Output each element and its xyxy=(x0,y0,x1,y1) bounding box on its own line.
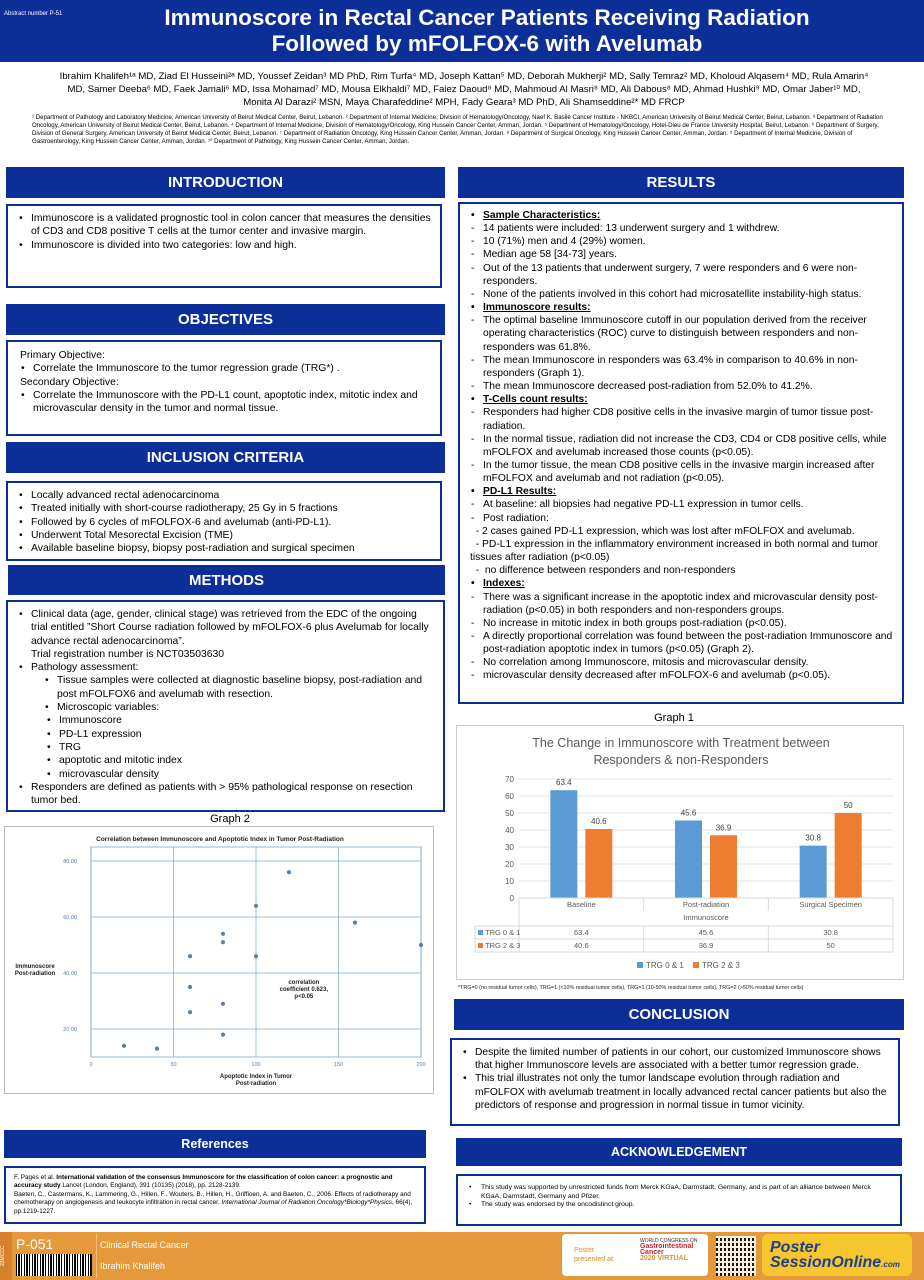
affiliations: ¹ Department of Pathology and Laboratory Medicine, American University of Beirut Medical Center, Beirut, Lebanon. ² Department of Internal Medicine, Division of Hematology/Oncology, Naef K. Basile Cancer Institute - NKBCI, American University of Beirut Medical Center, Beirut, Lebanon. ³ Department of Radiation Oncology, American University of Beirut Medical Center, Beirut, Lebanon. ⁴ Department of Internal Medicine, Division of Hematology/Oncology, King Hussein Cancer Center, Amman, Jordan. ⁵ Department of Hematology/Oncology, Hotel-Dieu de France University Hospital, Beirut, Lebanon. ⁶ Department of Surgery, Division of General Surgery, American University of Beirut Medical Center, Beirut, Lebanon. ⁷ Department of Radiation Oncology, King Hussein Cancer Center, Amman, Jordan. ⁸ Department of Surgical Oncology, King Hussein Cancer Center, Amman, Jordan. ⁹ Department of Internal Medicine, Division of Gastroenterology, King Hussein Cancer Center, Amman, Jordan. ¹⁰ Department of Pathology, King Hussein Cancer Center, Amman, Jordan. xyxy=(32,114,883,145)
scatter-point xyxy=(188,954,192,958)
ref1-title: International validation of the consensus Immunoscore for the classification of colon cancer: a prognostic and accuracy study xyxy=(14,1174,393,1190)
ref2-journal: International Journal of Radiation Oncology*Biology*Physics xyxy=(221,1199,392,1207)
bar-trg23 xyxy=(585,829,612,898)
methods-item-2: • Pathology assessment: xyxy=(18,661,435,674)
congress-line-1: WORLD CONGRESS ON xyxy=(640,1238,698,1244)
x-tick-label: 100 xyxy=(251,1062,261,1068)
sample-item-5: - None of the patients involved in this cohort had microsatellite instability-high status. xyxy=(470,288,894,301)
tcell-item-1: - Responders had higher CD8 positive cells in the invasive margin of tumor tissue post-radiation. xyxy=(470,406,894,432)
table-series-name: TRG 2 & 3 xyxy=(485,941,521,950)
index-item-1: - There was a significant increase in the apoptotic index and microvascular density post-radiation (p<0.05) in both responders and non-responders groups. xyxy=(470,591,894,617)
congress-line-3: Cancer xyxy=(640,1249,664,1256)
y-tick-label: 80.00 xyxy=(63,859,77,865)
scatter-point xyxy=(221,1033,225,1037)
y-tick-label: 50 xyxy=(505,809,514,818)
bar-trg23 xyxy=(835,813,862,898)
reference-1 xyxy=(14,1174,416,1191)
index-item-4: - No correlation among Immunoscore, mitosis and microvascular density. xyxy=(470,656,894,669)
legend-entry: TRG 0 & 1 xyxy=(646,961,684,970)
y-tick-label: 60 xyxy=(505,792,514,801)
bar-trg23 xyxy=(710,835,737,898)
bar-data-label: 30.8 xyxy=(805,833,821,843)
index-item-5: - microvascular density decreased after mFOLFOX-6 and avelumab (p<0.05). xyxy=(470,669,894,682)
poster-header xyxy=(0,0,924,62)
x-axis-label-line-2: Post-radiation xyxy=(235,1081,277,1087)
pdl1-sub-3: - no difference between responders and non-responders xyxy=(470,565,736,577)
intro-item-1: • Immunoscore is a validated prognostic tool in colon cancer that measures the densities of CD3 and CD8 positive T cells at the tumor center and invasive margin. xyxy=(18,212,432,239)
x-axis-label: Immunoscore xyxy=(683,913,729,922)
presented-at-text xyxy=(574,1246,615,1264)
acknowledgement-box xyxy=(456,1174,902,1226)
conclusion-item-1: • Despite the limited number of patients in our cohort, our customized Immunoscore shows that higher Immunoscore levels are associated with a better tumor regression grade. xyxy=(462,1046,890,1072)
objectives-box xyxy=(6,340,442,436)
brand-name: SessionOnline xyxy=(770,1254,882,1271)
y-tick-label: 10 xyxy=(505,877,514,886)
graph2-label: Graph 2 xyxy=(210,813,250,825)
tcell-heading: • T-Cells count results: xyxy=(470,393,894,406)
legend-swatch xyxy=(693,962,699,968)
y-tick-label: 70 xyxy=(505,775,514,784)
pdl1-sub-1: - 2 cases gained PD-L1 expression, which was lost after mFOLFOX and avelumab. xyxy=(470,525,855,537)
conclusion-item-2: • This trial illustrates not only the tumor landscape evolution through radiation and mFOLFOX with avelumab treatment in locally advanced rectal cancer patients but also the predictors of response and progression in normal tissue in tumor vicinity. xyxy=(462,1072,890,1112)
congress-line-2: Gastrointestinal xyxy=(640,1243,694,1250)
category-label: Surgical Specimen xyxy=(799,900,862,909)
immuno-item-1: - The optimal baseline Immunoscore cutoff in our population derived from the receiver operating characteristics (ROC) curve to distinguish between responders and non-responders was 61.8%. xyxy=(470,314,894,353)
inclusion-heading: INCLUSION CRITERIA xyxy=(6,442,445,473)
y-tick-label: 20 xyxy=(505,860,514,869)
footer-author: Ibrahim Khalifeh xyxy=(100,1261,166,1271)
y-axis-label-line-2: Post-radiation xyxy=(14,971,56,977)
brand-com: .com xyxy=(881,1260,900,1269)
methods-var-3: • TRG xyxy=(46,741,435,754)
abstract-number: Abstract number P-51 xyxy=(4,11,63,17)
poster-title xyxy=(60,5,914,57)
secondary-objective-label: Secondary Objective: xyxy=(20,376,119,388)
annotation-line-1: correlation xyxy=(288,980,320,987)
table-series-name: TRG 0 & 1 xyxy=(485,928,521,937)
methods-sub-2: • Microscopic variables: xyxy=(44,701,435,714)
secondary-objective: • Correlate the Immunoscore with the PD-L1 count, apoptotic index, mitotic index and microvascular density in the tumor and normal tissue. xyxy=(20,389,432,416)
scatter-point xyxy=(221,1002,225,1006)
immuno-item-2: - The mean Immunoscore in responders was 63.4% in comparison to 40.6% in non-responders (Graph 1). xyxy=(470,354,894,380)
y-tick-label: 20.00 xyxy=(63,1027,77,1033)
scatter-point xyxy=(353,921,357,925)
scatter-point xyxy=(155,1047,159,1051)
methods-var-1: • Immunoscore xyxy=(46,714,435,727)
table-legend-swatch xyxy=(478,943,483,948)
acknowledgement-heading: ACKNOWLEDGEMENT xyxy=(456,1138,902,1166)
footer-category: Clinical Rectal Cancer xyxy=(100,1240,189,1250)
y-tick-label: 0 xyxy=(509,894,514,903)
annotation-line-3: p<0.05 xyxy=(294,994,314,1001)
bar-data-label: 50 xyxy=(843,801,853,810)
ref1-source: Lancet (London, England), 391 (10135) (2018), pp. 2128-2139. xyxy=(60,1182,241,1190)
table-cell-value: 45.6 xyxy=(698,928,714,937)
table-legend-swatch xyxy=(478,930,483,935)
conclusion-heading: CONCLUSION xyxy=(454,999,904,1030)
title-line-1: Immunoscore in Rectal Cancer Patients Receiving Radiation xyxy=(164,5,810,30)
intro-item-2: • Immunoscore is divided into two categories: low and high. xyxy=(18,239,432,252)
results-heading: RESULTS xyxy=(458,167,904,198)
methods-item-1: • Clinical data (age, gender, clinical stage) was retrieved from the EDC of the ongoing trial entitled ”Short Course radiation followed by mFOLFOX-6 plus Avelumab for locally advance rectal adenocarcinoma”. xyxy=(18,608,435,648)
conclusion-box xyxy=(450,1038,900,1126)
indexes-heading: • Indexes: xyxy=(470,577,894,590)
authors-line-1: Ibrahim Khalifeh¹ᵃ MD, Ziad El Husseini²ᵃ MD, Youssef Zeidan³ MD PhD, Rim Turfa⁴ MD, Joseph Kattan⁵ MD, Deborah Mukherji² MD, Sally Temraz² MD, Kholoud Alqasem⁴ MD, Rula Amarin⁴ xyxy=(59,71,869,82)
scatter-chart xyxy=(5,827,435,1095)
scatter-point xyxy=(188,985,192,989)
introduction-box xyxy=(6,204,442,288)
x-axis-label-line-1: Apoptotic Index in Tumor xyxy=(219,1074,293,1080)
x-tick-label: 200 xyxy=(416,1062,426,1068)
footer-code: 22MCCC xyxy=(0,1232,12,1280)
y-tick-label: 30 xyxy=(505,843,514,852)
table-cell-value: 36.9 xyxy=(698,941,714,950)
trg-footnote: *TRG=0 (no residual tumor cells), TRG=1 (<10% residual tumor cells), TRG=1 (10-50% residual tumor cells), TRG=2 (>50% residual tumor cells) xyxy=(458,985,804,991)
methods-var-2: • PD-L1 expression xyxy=(46,728,435,741)
ref2-source: , 66(4), pp.1219-1227. xyxy=(14,1199,413,1215)
legend-swatch xyxy=(637,962,643,968)
scatter-title: Correlation between Immunoscore and Apoptotic Index in Tumor Post-Radiation xyxy=(96,836,344,843)
objectives-heading: OBJECTIVES xyxy=(6,304,445,335)
pdl1-item-1: - At baseline: all biopsies had negative PD-L1 expression in tumor cells. xyxy=(470,498,894,511)
bar-trg01 xyxy=(800,846,827,898)
bar-data-label: 63.4 xyxy=(556,778,572,788)
poster-number: P-051 xyxy=(16,1236,54,1252)
congress-line-4: 2020 VIRTUAL xyxy=(640,1255,688,1262)
congress-logo xyxy=(640,1238,698,1262)
title-line-2: Followed by mFOLFOX-6 with Avelumab xyxy=(271,31,703,56)
inclusion-item-2: • Treated initially with short-course radiotherapy, 25 Gy in 5 fractions xyxy=(18,502,432,515)
primary-objective-label: Primary Objective: xyxy=(20,350,105,361)
pdl1-heading: • PD-L1 Results: xyxy=(470,485,894,498)
bar-trg01 xyxy=(550,790,577,898)
sample-item-3: - Median age 58 [34-73] years. xyxy=(470,248,894,261)
x-tick-label: 0 xyxy=(89,1062,93,1068)
tcell-item-3: - In the tumor tissue, the mean CD8 positive cells in the invasive margin increased after mFOLFOX and avelumab and not radiation (p<0.05). xyxy=(470,459,894,485)
postersessiononline-logo-text xyxy=(770,1240,900,1272)
graph2-frame xyxy=(4,826,434,1094)
methods-sub-1: • Tissue samples were collected at diagnostic baseline biopsy, post-radiation and post mFOLFOX6 and avelumab with resection. xyxy=(44,674,435,701)
sample-heading: • Sample Characteristics: xyxy=(470,209,894,222)
table-cell-value: 50 xyxy=(826,941,835,950)
presented-line-1: Poster xyxy=(574,1247,595,1254)
pdl1-sub-2: - PD-L1 expression in the inflammatory environment increased in both normal and tumor tissues after radiation (p<0.05) xyxy=(470,538,881,564)
table-cell-value: 30.8 xyxy=(823,928,838,937)
chart-title-line-1: The Change in Immunoscore with Treatment between xyxy=(532,736,830,750)
annotation-line-2: coefficient 0.623, xyxy=(279,987,329,994)
methods-item-3: • Responders are defined as patients with > 95% pathological response on resection tumor bed. xyxy=(18,781,435,808)
barcode-icon xyxy=(16,1254,92,1276)
ack-item-2: • The study was endorsed by the oncodistinct group. xyxy=(468,1201,892,1210)
scatter-point xyxy=(221,940,225,944)
immunoscore-heading: • Immunoscore results: xyxy=(470,301,894,314)
introduction-heading: INTRODUCTION xyxy=(6,167,445,198)
bar-trg01 xyxy=(675,820,702,898)
methods-heading: METHODS xyxy=(8,565,445,595)
bar-data-label: 40.6 xyxy=(591,816,607,826)
sample-item-1: - 14 patients were included: 13 underwent surgery and 1 withdrew. xyxy=(470,222,894,235)
qr-code-icon[interactable] xyxy=(716,1236,756,1276)
authors-line-3: Monita Al Darazi² MSN, Maya Charafeddine² MPH, Fady Geara³ MD PhD, Ali Shamseddine²* MD FRCP xyxy=(243,97,685,108)
references-heading: References xyxy=(4,1130,426,1158)
y-axis-label-line-1: Immunoscore xyxy=(15,964,55,970)
authors xyxy=(20,70,908,109)
inclusion-box xyxy=(6,481,442,561)
bar-chart xyxy=(457,726,905,981)
table-cell-value: 63.4 xyxy=(574,928,589,937)
y-tick-label: 40 xyxy=(505,826,514,835)
ref2-authors: Baeten, C., Castermans, K., Lammering, G., Hillen, F., Wouters, B., Hillen, H., Griffioen, A. and Baeten, C., 2006. Effects of radiotherapy and chemotherapy on angiogenesis and leukocyte infiltration in rectal cancer. xyxy=(14,1190,411,1207)
methods-var-5: • microvascular density xyxy=(46,768,435,781)
inclusion-item-5: • Available baseline biopsy, biopsy post-radiation and surgical specimen xyxy=(18,542,432,555)
authors-line-2: MD, Samer Deeba⁶ MD, Faek Jamali⁶ MD, Issa Mohamad⁷ MD, Mousa Elkhaldi⁷ MD, Faiez Daoud⁸ MD, Mahmoud Al Masri⁸ MD, Ali Dabous⁸ MD, Ahmad Hushki⁹ MD, Omar Jaber¹⁰ MD, xyxy=(67,84,861,95)
x-tick-label: 50 xyxy=(170,1062,177,1068)
scatter-point xyxy=(254,904,258,908)
graph1-label: Graph 1 xyxy=(654,712,694,724)
references-box xyxy=(4,1166,426,1224)
presented-line-2: presented at: xyxy=(574,1256,615,1263)
methods-box xyxy=(6,600,445,812)
results-box xyxy=(458,202,904,704)
x-tick-label: 150 xyxy=(333,1062,344,1068)
y-tick-label: 40.00 xyxy=(63,971,77,977)
ref1-authors: F. Pages et al. xyxy=(14,1174,57,1181)
pdl1-item-2: - Post radiation: xyxy=(470,512,894,525)
category-label: Baseline xyxy=(566,900,596,909)
scatter-point xyxy=(419,943,423,947)
scatter-point xyxy=(254,954,258,958)
trial-registration: Trial registration number is NCT03503630 xyxy=(31,648,225,660)
table-cell-value: 40.6 xyxy=(574,941,589,950)
tcell-item-2: - In the normal tissue, radiation did not increase the CD3, CD4 or CD8 positive cells, while mFOLFOX and avelumab increased those counts (p<0.05). xyxy=(470,433,894,459)
scatter-point xyxy=(287,870,291,874)
immuno-item-3: - The mean Immunoscore decreased post-radiation from 52.0% to 41.2%. xyxy=(470,380,894,393)
inclusion-item-4: • Underwent Total Mesorectal Excision (TME) xyxy=(18,529,432,542)
sample-item-2: - 10 (71%) men and 4 (29%) women. xyxy=(470,235,894,248)
bar-data-label: 36.9 xyxy=(715,823,732,833)
category-label: Post-radiation xyxy=(682,900,730,909)
bar-data-label: 45.6 xyxy=(680,808,697,818)
ack-item-1: • This study was supported by unrestricted funds from Merck KGaA, Darmstadt, Germany, and is part of an alliance between Merck KGaA, Darmstadt, Germany and Pfizer. xyxy=(468,1184,892,1201)
brand-line-1: Poster xyxy=(770,1239,820,1256)
chart-title-line-2: Responders & non-Responders xyxy=(593,753,769,767)
inclusion-item-1: • Locally advanced rectal adenocarcinoma xyxy=(18,489,432,502)
methods-var-4: • apoptotic and mitotic index xyxy=(46,754,435,767)
y-tick-label: 60.00 xyxy=(63,915,77,921)
brand-line-2 xyxy=(770,1255,900,1272)
scatter-point xyxy=(122,1044,126,1048)
primary-objective: • Correlate the Immunoscore to the tumor regression grade (TRG*) . xyxy=(20,362,432,375)
sample-item-4: - Out of the 13 patients that underwent surgery, 7 were responders and 6 were non-responders. xyxy=(470,262,894,288)
graph1-frame xyxy=(456,725,904,980)
reference-2 xyxy=(14,1191,416,1216)
scatter-point xyxy=(188,1010,192,1014)
index-item-3: - A directly proportional correlation was found between the post-radiation Immunoscore and post-radiation apoptotic index in tumors (p<0.05) (Graph 2). xyxy=(470,630,894,656)
index-item-2: - No increase in mitotic index in both groups post-radiation (p<0.05). xyxy=(470,617,894,630)
inclusion-item-3: • Followed by 6 cycles of mFOLFOX-6 and avelumab (anti-PD-L1). xyxy=(18,516,432,529)
scatter-point xyxy=(221,932,225,936)
legend-entry: TRG 2 & 3 xyxy=(702,961,740,970)
